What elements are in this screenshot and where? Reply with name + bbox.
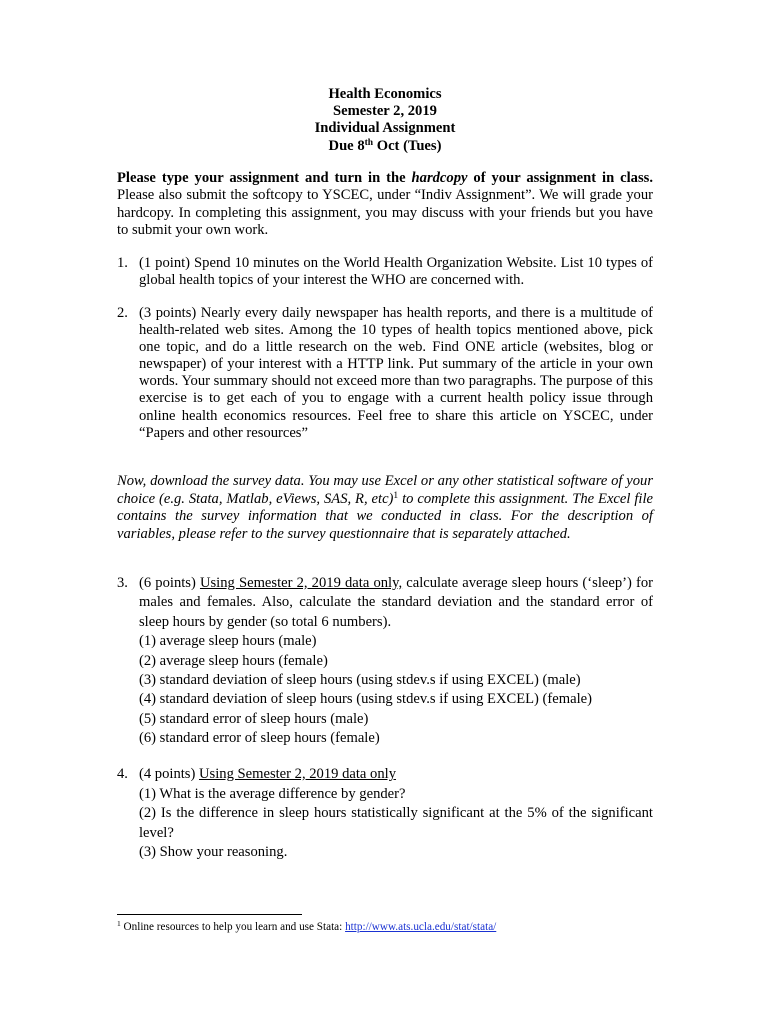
sub-question: (1) average sleep hours (male) [139,633,317,650]
sub-question-list [139,785,653,863]
question-number: 3. [117,575,128,591]
instructions-lead: Please type your assignment and turn in the hardcopy of your assignment in class. [117,170,653,186]
title-block [117,86,653,155]
question-text: (6 points) Using Semester 2, 2019 data only, calculate average sleep hours (‘sleep’) for males and females. Also, calculate the standard deviation and the standard error of sleep hours by gender (so total 6 numbers). [139,575,653,630]
sub-question: (5) standard error of sleep hours (male) [139,710,369,727]
sub-question: (1) What is the average difference by gender? [139,785,406,802]
underlined-condition: Using Semester 2, 2019 data only, [199,575,403,591]
question-text: (3 points) Nearly every daily newspaper has health reports, and there is a multitude of health-related web sites. Among the 10 types of health topics mentioned above, pick one topic, and do a little research on the web. Find ONE article (websites, blog or newspaper) of your interest with a HTTP link. Put summary of the article in your own words. Your summary should not exceed more than two paragraphs. The purpose of this exercise is to get each of you to engage with a current health policy issue through online health economics resources. Feel free to share this article on YSCEC, under “Papers and other resources” [139,305,653,441]
sub-question: (3) standard deviation of sleep hours (using stdev.s if using EXCEL) (male) [139,672,581,689]
sub-question: (6) standard error of sleep hours (female) [139,730,380,747]
instructions-paragraph [117,170,653,240]
question-text: (1 point) Spend 10 minutes on the World Health Organization Website. List 10 types of global health topics of your interest the WHO are concerned with. [139,255,653,289]
sub-question: (3) Show your reasoning. [139,844,288,861]
sub-question: (4) standard deviation of sleep hours (using stdev.s if using EXCEL) (female) [139,691,592,708]
assignment-type: Individual Assignment [314,120,456,137]
semester-line: Semester 2, 2019 [333,103,437,120]
question-1 [117,255,653,290]
question-number: 1. [117,255,128,271]
question-number: 4. [117,766,128,782]
survey-data-note: Now, download the survey data. You may use Excel or any other statistical software of your choice (e.g. Stata, Matlab, eViews, SAS, R, etc)$^1$ to complete this assignment. The Excel file contains the survey information that we conducted in class. For the description of variables, please refer to the survey questionnaire that is separately attached. [117,473,653,542]
footnote [117,921,496,934]
sub-question-list [139,632,653,748]
question-number: 2. [117,305,128,321]
question-text: (4 points) Using Semester 2, 2019 data only [139,766,396,782]
question-2 [117,305,653,442]
instructions-rest: Please also submit the softcopy to YSCEC, under “Indiv Assignment”. We will grade your hardcopy. In completing this assignment, you may discuss with your friends but you have to submit your own work. [117,187,653,239]
course-title: Health Economics [328,86,442,102]
sub-question: (2) Is the difference in sleep hours statistically significant at the 5% of the significant level? [139,805,653,841]
question-3 [117,574,653,749]
footnote-text: Online resources to help you learn and use Stata: [120,921,346,933]
due-date: Due 8th Oct (Tues) [328,137,442,154]
sub-question: (2) average sleep hours (female) [139,652,328,669]
question-4 [117,765,653,863]
footnote-reference: 1 [393,490,399,501]
footnote-divider [117,914,302,915]
stata-resources-link[interactable]: http://www.ats.ucla.edu/stat/stata/ [345,921,497,933]
underlined-condition: Using Semester 2, 2019 data only [199,766,396,782]
footnote-marker: 1 [117,919,121,928]
